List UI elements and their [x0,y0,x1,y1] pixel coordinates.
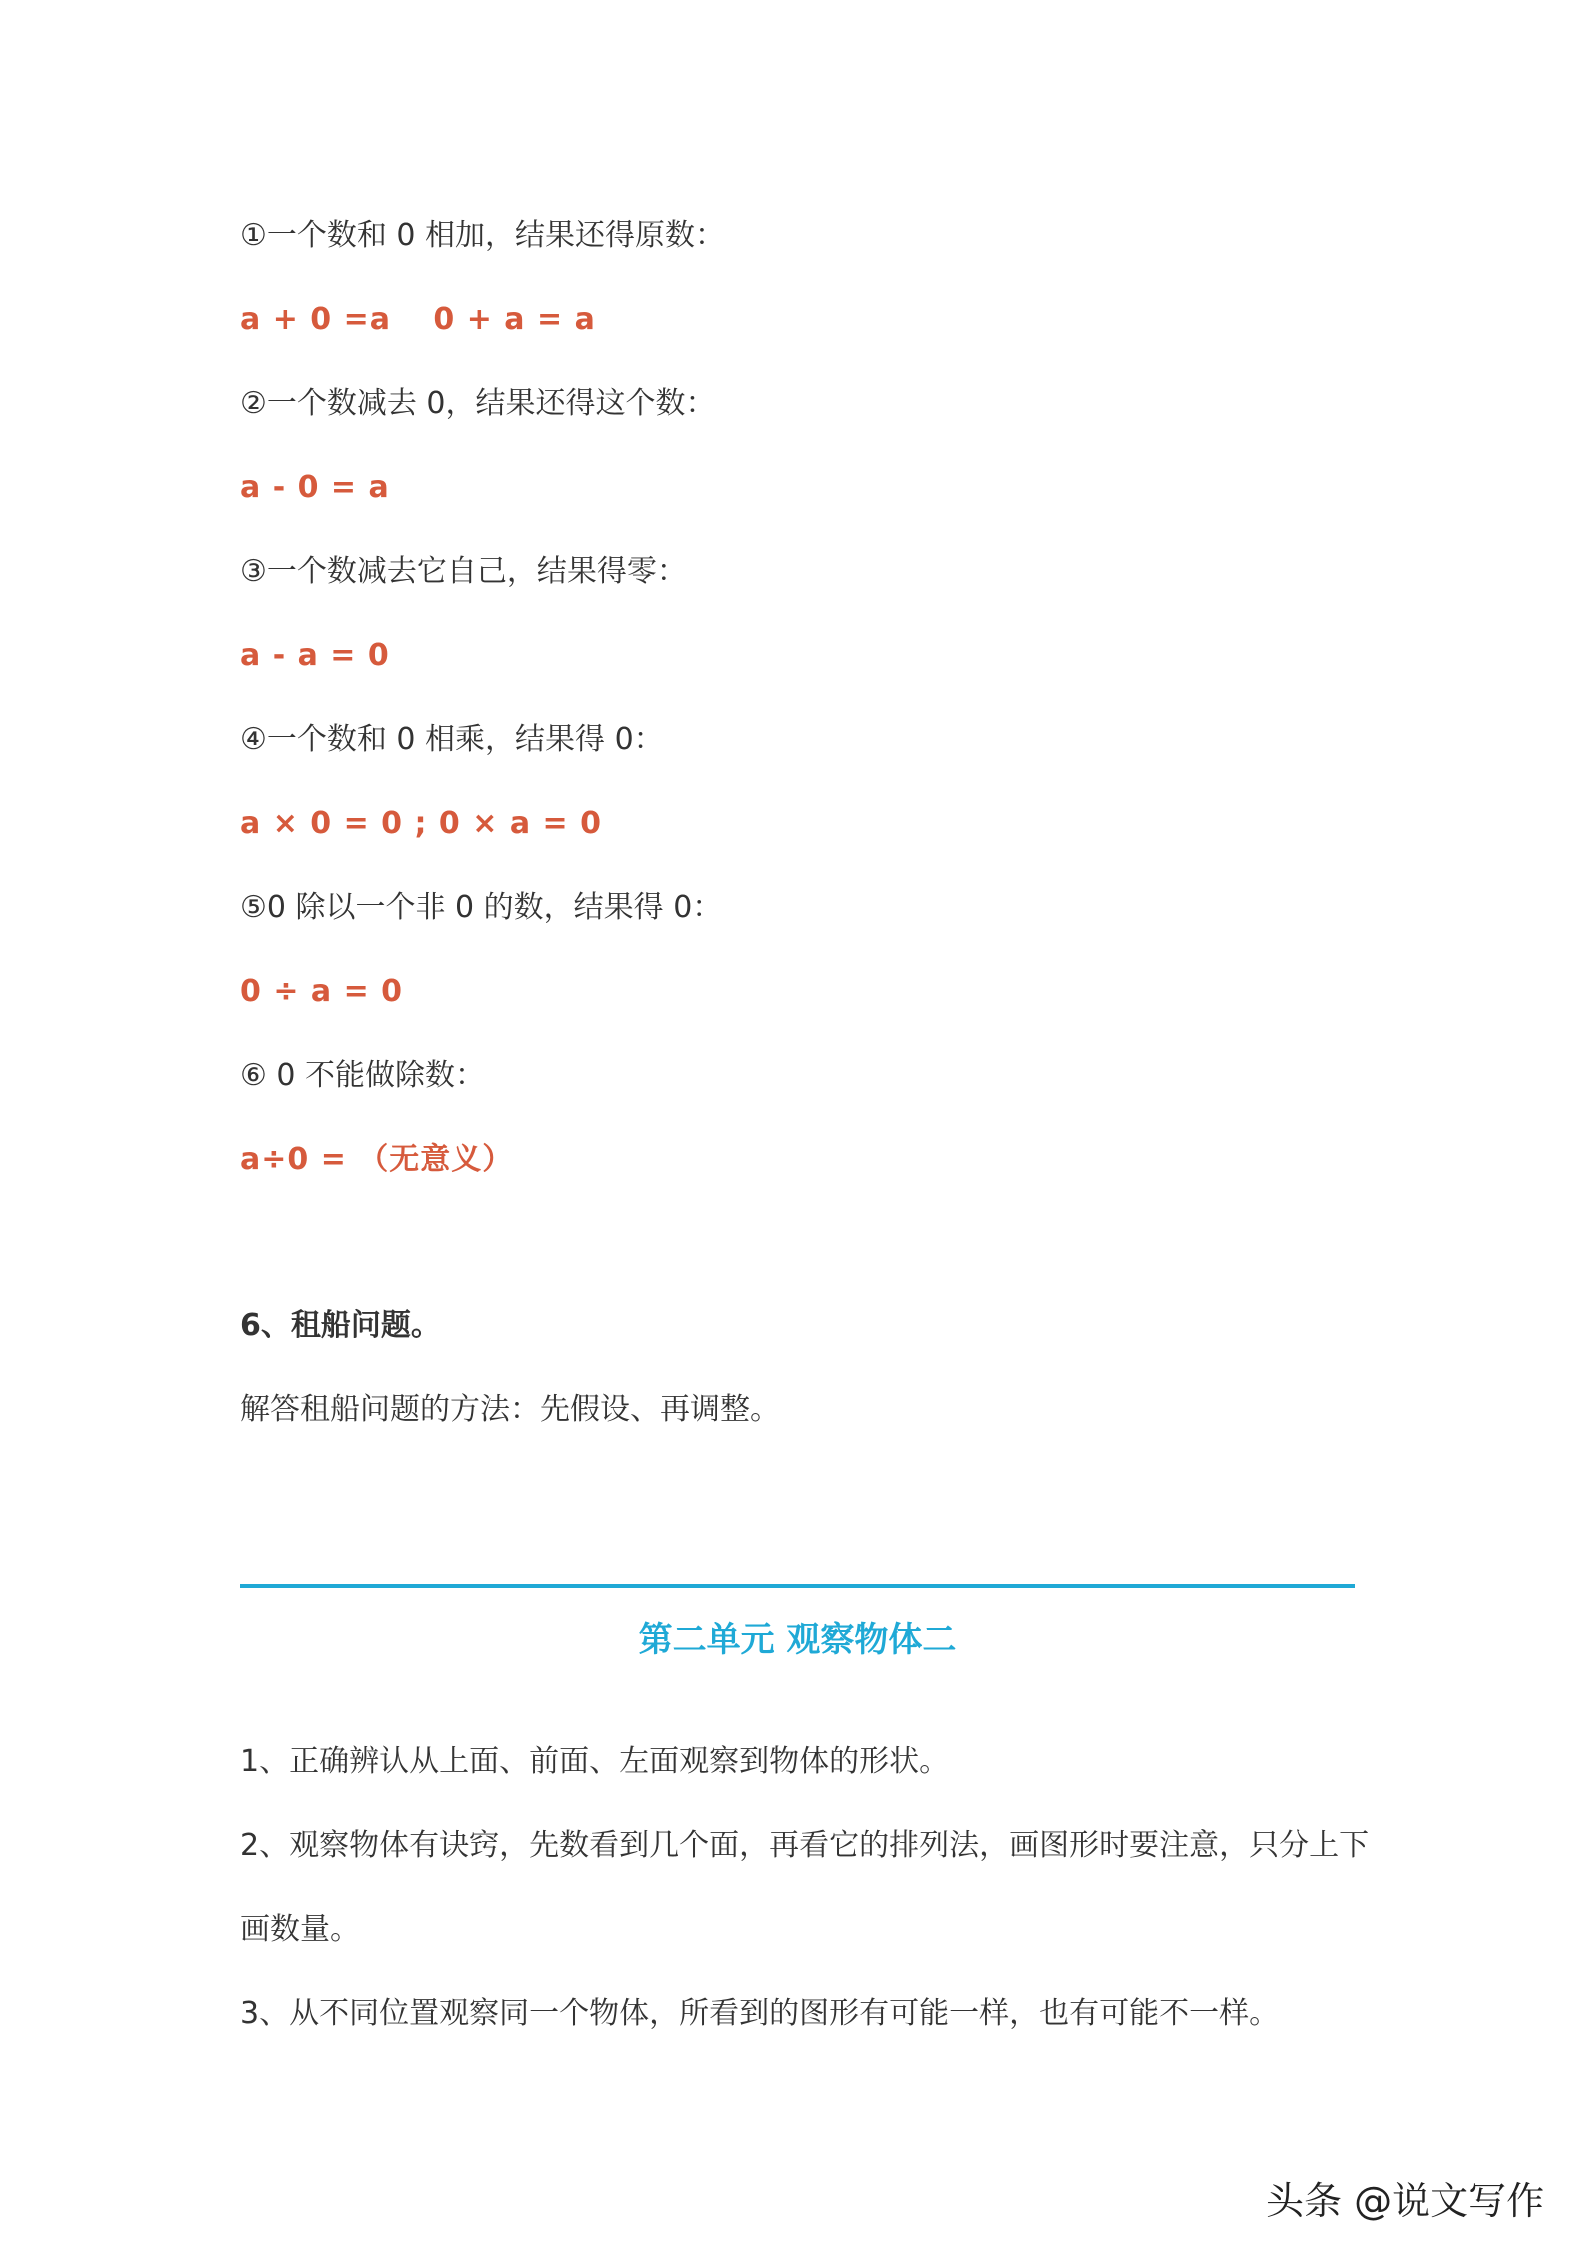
rule-2-statement: ②一个数减去 0，结果还得这个数： [240,386,716,421]
source-watermark: 头条 @说文写作 [1266,2179,1545,2223]
rule-5-formula: 0 ÷ a = 0 [240,974,404,1009]
section-6-method: 解答租船问题的方法：先假设、再调整。 [240,1392,780,1427]
unit-2-title: 第二单元 观察物体二 [638,1620,957,1660]
rule-4-formula: a × 0 = 0 ; 0 × a = 0 [240,806,602,841]
rule-6-formula: a÷0 = （无意义） [240,1142,514,1177]
unit-2-item-2: 2、观察物体有诀窍，先数看到几个面，再看它的排列法，画图形时要注意，只分上下 [240,1828,1370,1863]
rule-3-statement: ③一个数减去它自己，结果得零： [240,554,687,589]
unit-2-item-3: 3、从不同位置观察同一个物体，所看到的图形有可能一样，也有可能不一样。 [240,1996,1280,2031]
rule-2-formula: a - 0 = a [240,470,390,505]
rule-5-statement: ⑤0 除以一个非 0 的数，结果得 0： [240,890,723,925]
section-6-heading: 6、租船问题。 [240,1308,441,1343]
rule-6-statement: ⑥ 0 不能做除数： [240,1058,486,1093]
rule-4-statement: ④一个数和 0 相乘，结果得 0： [240,722,664,757]
unit-2-item-1: 1、正确辨认从上面、前面、左面观察到物体的形状。 [240,1744,950,1779]
rule-3-formula: a - a = 0 [240,638,390,673]
rule-1-statement: ①一个数和 0 相加，结果还得原数： [240,218,726,253]
section-divider [240,1584,1355,1588]
unit-2-item-2-continued: 画数量。 [240,1912,360,1947]
rule-1-formula: a + 0 =a 0 + a = a [240,302,596,337]
